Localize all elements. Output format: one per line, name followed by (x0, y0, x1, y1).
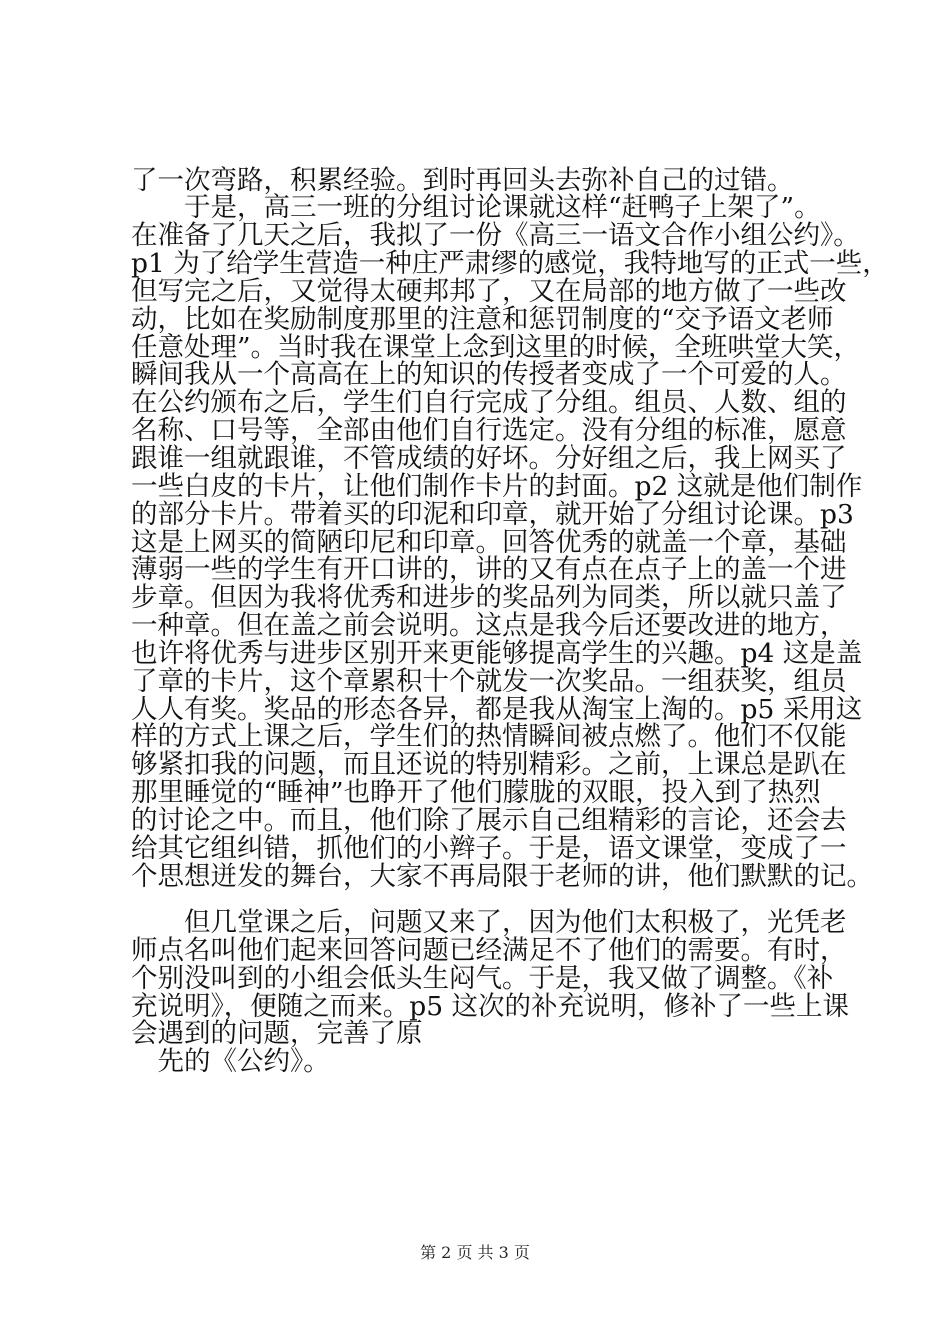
text-line: 在准备了几天之后，我拟了一份《高三一语文合作小组公约》。 (131, 220, 860, 251)
text-line: 先的《公约》。 (131, 1046, 330, 1077)
text-line: 名称、口号等，全部由他们自行选定。没有分组的标准，愿意 (131, 415, 847, 446)
text-line: 但几堂课之后，问题又来了，因为他们太积极了，光凭老 (131, 907, 847, 938)
text-line: 动，比如在奖励制度那里的注意和惩罚制度的“交予语文老师 (131, 304, 834, 335)
text-line: 一些白皮的卡片，让他们制作卡片的封面。p2 这就是他们制作 (131, 471, 863, 502)
text-line: 师点名叫他们起来回答问题已经满足不了他们的需要。有时， (131, 935, 847, 966)
text-line: 充说明》，便随之而来。p5 这次的补充说明，修补了一些上课 (131, 991, 849, 1022)
text-line: 跟谁一组就跟谁，不管成绩的好坏。分好组之后，我上网买了 (131, 443, 847, 474)
text-line: 步章。但因为我将优秀和进步的奖品列为同类，所以就只盖了 (131, 582, 847, 613)
text-line: 也许将优秀与进步区别开来更能够提高学生的兴趣。p4 这是盖 (131, 638, 863, 669)
text-line: 在公约颁布之后，学生们自行完成了分组。组员、人数、组的 (131, 387, 847, 418)
text-line: 但写完之后，又觉得太硬邦邦了，又在局部的地方做了一些改 (131, 276, 847, 307)
text-line: 的讨论之中。而且，他们除了展示自己组精彩的言论，还会去 (131, 805, 847, 836)
text-line: 个思想迸发的舞台，大家不再局限于老师的讲，他们默默的记。 (131, 861, 873, 892)
text-line: 会遇到的问题，完善了原 (131, 1018, 423, 1049)
text-line: 薄弱一些的学生有开口讲的，讲的又有点在点子上的盖一个进 (131, 554, 847, 585)
text-line: 这是上网买的简陋印尼和印章。回答优秀的就盖一个章，基础 (131, 527, 847, 558)
page-footer: 第 2 页 共 3 页 (420, 1243, 530, 1262)
text-line: 的部分卡片。带着买的印泥和印章，就开始了分组讨论课。p3 (131, 499, 854, 530)
text-line: 那里睡觉的“睡神”也睁开了他们朦胧的双眼，投入到了热烈 (131, 777, 821, 808)
text-line: 了一次弯路，积累经验。到时再回头去弥补自己的过错。 (131, 165, 794, 196)
text-line: p1 为了给学生营造一种庄严肃缪的感觉，我特地写的正式一些， (131, 248, 889, 279)
text-line: 样的方式上课之后，学生们的热情瞬间被点燃了。他们不仅能 (131, 721, 847, 752)
text-line: 瞬间我从一个高高在上的知识的传授者变成了一个可爱的人。 (131, 359, 847, 390)
text-line: 给其它组纠错，抓他们的小辫子。于是，语文课堂，变成了一 (131, 833, 847, 864)
text-line: 够紧扣我的问题，而且还说的特别精彩。之前，上课总是趴在 (131, 749, 847, 780)
text-line: 一种章。但在盖之前会说明。这点是我今后还要改进的地方， (131, 610, 847, 641)
text-line: 任意处理”。当时我在课堂上念到这里的时候，全班哄堂大笑， (131, 332, 861, 363)
text-line: 于是，高三一班的分组讨论课就这样“赶鸭子上架了”。 (131, 192, 821, 223)
text-line: 了章的卡片，这个章累积十个就发一次奖品。一组获奖，组员 (131, 666, 847, 697)
text-line: 个别没叫到的小组会低头生闷气。于是，我又做了调整。《补 (131, 963, 834, 994)
text-line: 人人有奖。奖品的形态各异，都是我从淘宝上淘的。p5 采用这 (131, 694, 863, 725)
